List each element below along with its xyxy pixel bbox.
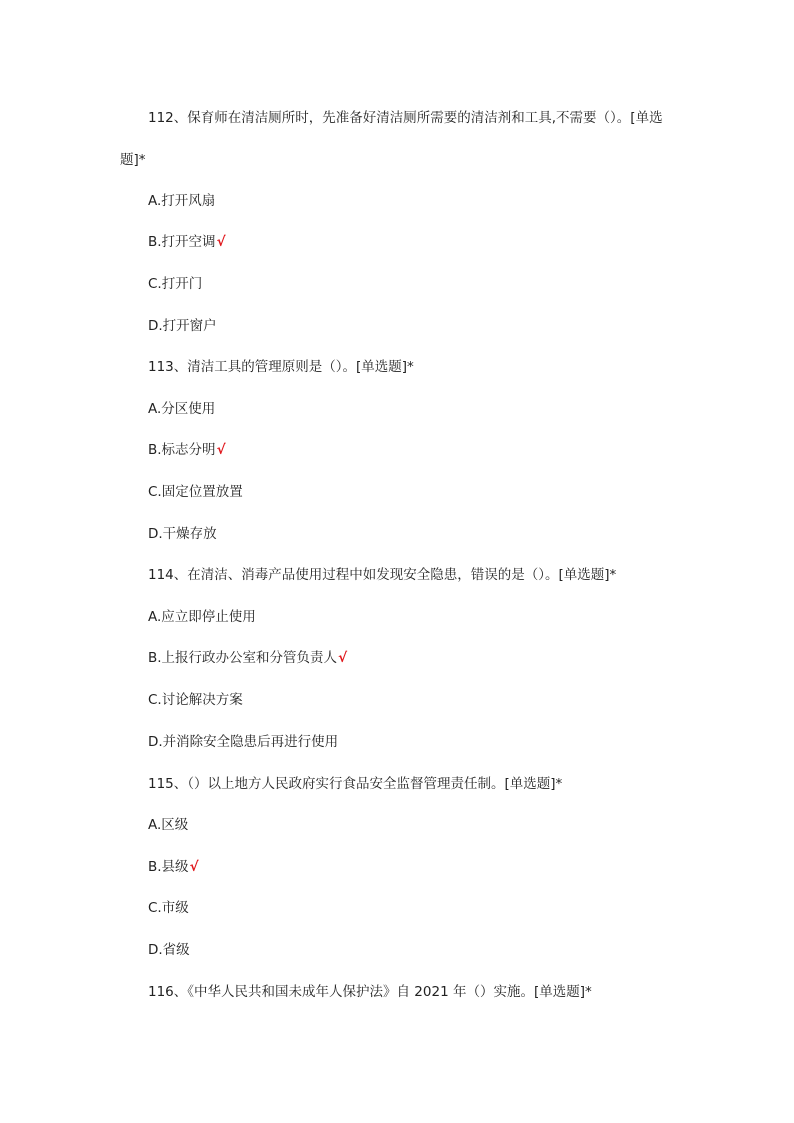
correct-check-mark: √ — [189, 859, 199, 875]
question-112-stem-continued: 题]* — [120, 152, 146, 168]
question-116-stem: 116、《中华人民共和国未成年人保护法》自 2021 年（）实施。[单选题]* — [148, 984, 592, 1000]
correct-check-mark: √ — [338, 650, 348, 666]
option-text: B.标志分明 — [148, 442, 216, 458]
question-115-option-d: D.省级 — [148, 942, 190, 958]
question-113-option-b — [148, 441, 226, 459]
option-text: B.上报行政办公室和分管负责人 — [148, 650, 338, 666]
option-text: B.打开空调 — [148, 234, 216, 250]
question-113-stem: 113、清洁工具的管理原则是（）。[单选题]* — [148, 359, 414, 375]
question-112-option-c: C.打开门 — [148, 276, 203, 292]
question-115-stem: 115、（）以上地方人民政府实行食品安全监督管理责任制。[单选题]* — [148, 776, 563, 792]
question-113-option-c: C.固定位置放置 — [148, 484, 243, 500]
question-112-stem: 112、保育师在清洁厕所时，先准备好清洁厕所需要的清洁剂和工具,不需要（）。[单选 — [148, 110, 663, 126]
question-113-option-a: A.分区使用 — [148, 401, 216, 417]
question-115-option-b — [148, 858, 199, 876]
question-113-option-d: D.干燥存放 — [148, 526, 217, 542]
question-114-option-c: C.讨论解决方案 — [148, 692, 243, 708]
question-112-option-b — [148, 233, 226, 251]
question-112-option-d: D.打开窗户 — [148, 318, 217, 334]
correct-check-mark: √ — [216, 234, 226, 250]
question-114-option-b — [148, 649, 347, 667]
correct-check-mark: √ — [216, 442, 226, 458]
question-114-option-a: A.应立即停止使用 — [148, 609, 256, 625]
question-114-stem: 114、在清洁、消毒产品使用过程中如发现安全隐患，错误的是（）。[单选题]* — [148, 567, 617, 583]
option-text: B.县级 — [148, 859, 189, 875]
question-112-option-a: A.打开风扇 — [148, 193, 216, 209]
question-114-option-d: D.并消除安全隐患后再进行使用 — [148, 734, 339, 750]
question-115-option-a: A.区级 — [148, 817, 189, 833]
question-115-option-c: C.市级 — [148, 900, 189, 916]
